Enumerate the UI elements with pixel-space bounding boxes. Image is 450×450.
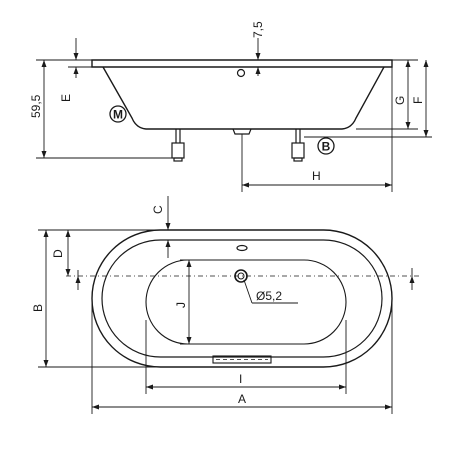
dim-g [356,60,418,129]
dim-i-label: I [239,372,243,386]
dim-a-label: A [238,392,247,406]
right-foot [292,129,304,161]
top-view [31,196,420,414]
dim-height-label: 59,5 [29,94,43,118]
dim-j-label: J [174,302,188,308]
dim-g-label: G [393,95,407,105]
dim-f [304,60,432,137]
dim-e-label: E [59,93,73,102]
marker-b-label: B [321,139,331,154]
dim-c [151,196,171,258]
tub-inner-rim [102,240,382,357]
dim-rim-thickness [250,21,266,76]
side-view [29,21,432,192]
marker-m-label: M [113,107,123,122]
dim-b-label: B [31,303,45,312]
dim-d [38,230,168,276]
tub-body [103,67,384,129]
marker-m [110,106,126,122]
overflow-top [237,246,247,251]
left-foot [172,129,184,161]
tub-rim [92,60,392,67]
dim-rim-label: 7,5 [251,21,265,38]
drain-diameter-label: Ø5,2 [256,289,283,303]
dim-f-label: F [411,96,425,104]
dim-e [59,38,92,102]
overflow-hole [238,70,245,77]
dim-h-label: H [312,169,321,183]
drain-leader [244,280,252,303]
dim-c-label: C [151,205,165,214]
dim-j [174,260,198,344]
dim-d-label: D [51,249,65,258]
dim-total-height [29,60,172,158]
drain-outlet [233,129,251,134]
marker-b [318,138,334,154]
